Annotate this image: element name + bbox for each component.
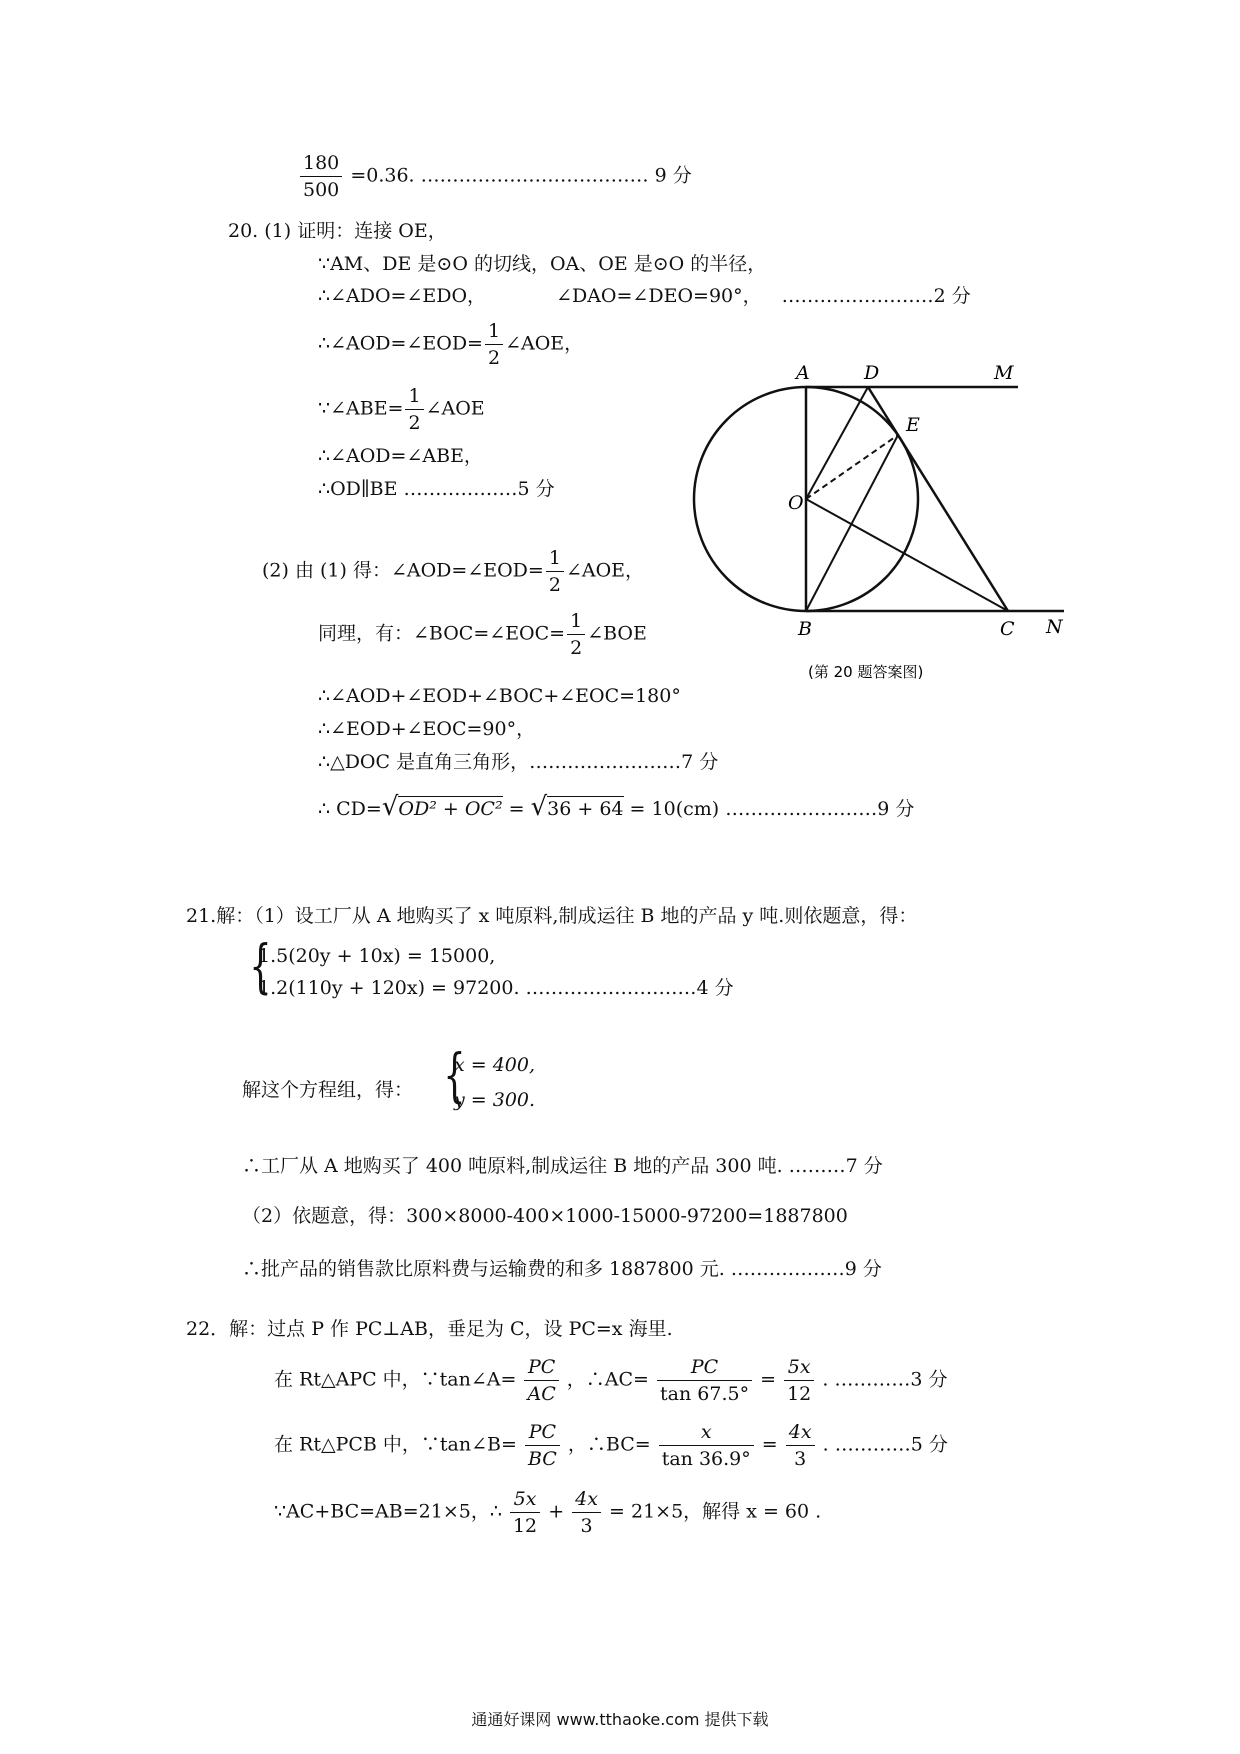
q22-heading: 22．解：过点 P 作 PC⊥AB，垂足为 C，设 PC=x 海里. [186, 1318, 673, 1340]
label-d: D [864, 362, 880, 384]
brace-1: { [249, 932, 272, 1000]
q20-line-1: ∵AM、DE 是⊙O 的切线，OA、OE 是⊙O 的半径， [318, 253, 767, 275]
q20-part2-line-4: ∴∠EOD+∠EOC=90°， [318, 718, 536, 740]
q20-part2-line-6: ∴ CD=√OD² + OC² = √36 + 64 = 10(cm) ……………………9 分 [318, 792, 915, 822]
q21-eq-1: 1.5(20y + 10x) = 15000, [258, 945, 496, 967]
label-c: C [1000, 618, 1015, 640]
label-e: E [906, 414, 920, 436]
figure-caption: (第 20 题答案图) [808, 663, 924, 681]
q20-heading: 20. (1) 证明：连接 OE， [228, 220, 447, 242]
label-a: A [796, 362, 810, 384]
label-o: O [788, 492, 804, 514]
q21-sol-1: x = 400, [454, 1054, 536, 1076]
q21-part2-conclusion: ∴批产品的销售款比原料费与运输费的和多 1887800 元. ………………9 分 [242, 1258, 882, 1280]
q20-line-6: ∴OD∥BE ………………5 分 [318, 478, 555, 500]
page-footer: 通通好课网 www.tthaoke.com 提供下载 [471, 1710, 769, 1729]
line-be [806, 435, 898, 611]
brace-2: { [443, 1041, 466, 1109]
q20-part2-line-5: ∴△DOC 是直角三角形，……………………7 分 [318, 751, 719, 773]
q21-heading: 21.解：（1）设工厂从 A 地购买了 x 吨原料,制成运往 B 地的产品 y 吨.则依题意，得： [186, 905, 918, 927]
q21-solve-label: 解这个方程组，得： [242, 1079, 414, 1101]
q21-sol-2: y = 300. [454, 1089, 536, 1111]
q21-eq-2: 1.2(110y + 120x) = 97200. ………………………4 分 [258, 977, 734, 999]
q20-line-4: ∵∠ABE= $\frac{1}{2}$ ∠AOE [318, 385, 485, 434]
label-n: N [1046, 616, 1063, 638]
q22-row-2: 在 Rt△PCB 中，∵tan∠B= $\frac{PC}{BC}$ ，∴BC= $\frac{x}{\tan 36.9^\circ}$ = $\frac{4x}{3}$ . …………5 分 [274, 1421, 948, 1470]
q20-line-2: ∴∠ADO=∠EDO， ∠DAO=∠DEO=90°， ……………………2 分 [318, 285, 971, 307]
fraction: $\frac{180}{500}$ [300, 150, 342, 203]
q20-figure [680, 355, 1120, 685]
q20-part2-line-1: (2) 由 (1) 得：∠AOD=∠EOD= $\frac{1}{2}$ ∠AOE， [262, 547, 645, 596]
q21-conclusion: ∴工厂从 A 地购买了 400 吨原料,制成运往 B 地的产品 300 吨. ………7 分 [242, 1155, 883, 1177]
top-line: $\frac{180}{500}$ =0.36. ……………………………… 9 分 [298, 150, 692, 203]
q21-part2: （2）依题意，得：300×8000-400×1000-15000-97200=1887800 [242, 1205, 848, 1227]
label-b: B [798, 618, 812, 640]
q20-part2-line-2: 同理，有：∠BOC=∠EOC= $\frac{1}{2}$ ∠BOE [318, 610, 647, 659]
line-dc [868, 387, 1008, 611]
line-oe-dashed [806, 435, 898, 499]
q22-row-3: ∵AC+BC=AB=21×5，∴ $\frac{5x}{12}$ + $\frac{4x}{3}$ = 21×5，解得 x = 60 . [274, 1488, 822, 1537]
q20-line-5: ∴∠AOD=∠ABE， [318, 445, 483, 467]
q20-line-3: ∴∠AOD=∠EOD= $\frac{1}{2}$ ∠AOE， [318, 320, 584, 369]
q22-row-1: 在 Rt△APC 中，∵tan∠A= $\frac{PC}{AC}$ ，∴AC= $\frac{PC}{\tan 67.5^\circ}$ = $\frac{5x}{12}$ . …………3 分 [274, 1356, 948, 1405]
label-m: M [994, 362, 1014, 384]
q20-part2-line-3: ∴∠AOD+∠EOD+∠BOC+∠EOC=180° [318, 685, 681, 707]
line-od [806, 387, 868, 499]
